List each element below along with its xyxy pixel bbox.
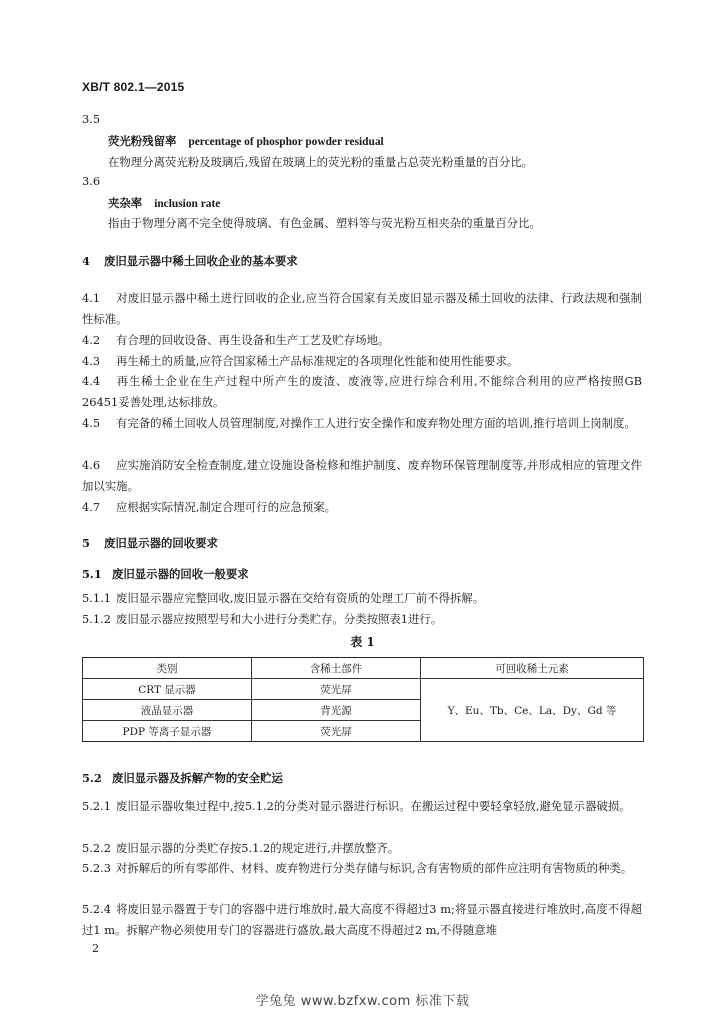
- clause-4-1: 4.1 对废旧显示器中稀土进行回收的企业,应当符合国家有关废旧显示器及稀土回收的法律、行政法规和强制性标准。: [82, 291, 642, 326]
- table-header-row: [83, 658, 644, 679]
- table-header-cell: 类别: [83, 658, 252, 679]
- clause-4-7: 4.7 应根据实际情况,制定合理可行的应急预案。: [82, 500, 337, 514]
- clause-4-3: 4.3 再生稀土的质量,应符合国家稀土产品标准规定的各项理化性能和使用性能要求。: [82, 354, 519, 368]
- table-cell: 液晶显示器: [83, 700, 252, 721]
- clause-4-6: 4.6 应实施消防安全检查制度,建立设施设备检修和维护制度、废弃物环保管理制度等,并形成相应的管理文件加以实施。: [82, 458, 642, 493]
- clause-3-6-definition: 指由于物理分离不完全使得玻璃、有色金属、塑料等与荧光粉互相夹杂的重量百分比。: [108, 216, 541, 230]
- table-header-cell: 可回收稀土元素: [421, 658, 644, 679]
- clause-3-6-number: 3.6: [82, 174, 101, 188]
- footer-watermark: 学兔兔 www.bzfxw.com 标准下载: [255, 994, 470, 1009]
- clause-4-5: 4.5 有完备的稀土回收人员管理制度,对操作工人进行安全操作和废弃物处理方面的培训,推行培训上岗制度。: [82, 416, 636, 430]
- table-header-cell: 含稀土部件: [252, 658, 421, 679]
- table-cell: 荧光屏: [252, 679, 421, 700]
- clause-3-5-number: 3.5: [82, 112, 101, 126]
- table-cell: 背光源: [252, 700, 421, 721]
- section-5-1-heading: 5.1 废旧显示器的回收一般要求: [82, 567, 249, 581]
- clause-4-4: 4.4 再生稀土企业在生产过程中所产生的废渣、废液等,应进行综合利用,不能综合利用的应严格按照GB 26451妥善处理,达标排放。: [82, 374, 642, 409]
- section-4-heading: 4 废旧显示器中稀土回收企业的基本要求: [82, 254, 298, 268]
- clause-3-5-definition: 在物理分离荧光粉及玻璃后,残留在玻璃上的荧光粉的重量占总荧光粉重量的百分比。: [108, 155, 534, 169]
- table-cell: 荧光屏: [252, 721, 421, 742]
- clause-3-5-term: [108, 133, 384, 149]
- table-caption: 表 1: [350, 635, 375, 649]
- term-english: inclusion rate: [154, 198, 221, 210]
- table-cell-elements: Y、Eu、Tb、Ce、La、Dy、Gd 等: [421, 679, 644, 742]
- clause-5-2-2: 5.2.2 废旧显示器的分类贮存按5.1.2的规定进行,并摆放整齐。: [82, 841, 400, 855]
- term-chinese: 夹杂率: [108, 196, 143, 210]
- table-cell: CRT 显示器: [83, 679, 252, 700]
- term-chinese: 荧光粉残留率: [108, 134, 177, 148]
- clause-5-2-1: 5.2.1 废旧显示器收集过程中,按5.1.2的分类对显示器进行标识。在搬运过程中要轻拿轻放,避免显示器破损。: [82, 799, 631, 813]
- table-1: [82, 657, 644, 742]
- clause-5-2-3: 5.2.3 对拆解后的所有零部件、材料、废弃物进行分类存储与标识,含有害物质的部件应注明有害物质的种类。: [82, 861, 633, 875]
- clause-5-1-2: 5.1.2 废旧显示器应按照型号和大小进行分类贮存。分类按照表1进行。: [82, 612, 443, 626]
- table-cell: PDP 等离子显示器: [83, 721, 252, 742]
- clause-5-2-4: 5.2.4 将废旧显示器置于专门的容器中进行堆放时,最大高度不得超过3 m;将显示器直接进行堆放时,高度不得超过1 m。拆解产物必须使用专门的容器进行盛放,最大高度不得超过2 m,不得随意堆: [82, 902, 642, 937]
- clause-3-6-term: [108, 195, 220, 211]
- term-english: percentage of phosphor powder residual: [188, 136, 384, 148]
- section-5-heading: 5 废旧显示器的回收要求: [82, 536, 218, 550]
- clause-4-2: 4.2 有合理的回收设备、再生设备和生产工艺及贮存场地。: [82, 333, 390, 347]
- page-number: 2: [92, 942, 99, 955]
- table-row: [83, 679, 644, 700]
- section-5-2-heading: 5.2 废旧显示器及拆解产物的安全贮运: [82, 771, 283, 785]
- standard-code: XB/T 802.1—2015: [82, 80, 185, 94]
- clause-5-1-1: 5.1.1 废旧显示器应完整回收,废旧显示器在交给有资质的处理工厂前不得拆解。: [82, 591, 485, 605]
